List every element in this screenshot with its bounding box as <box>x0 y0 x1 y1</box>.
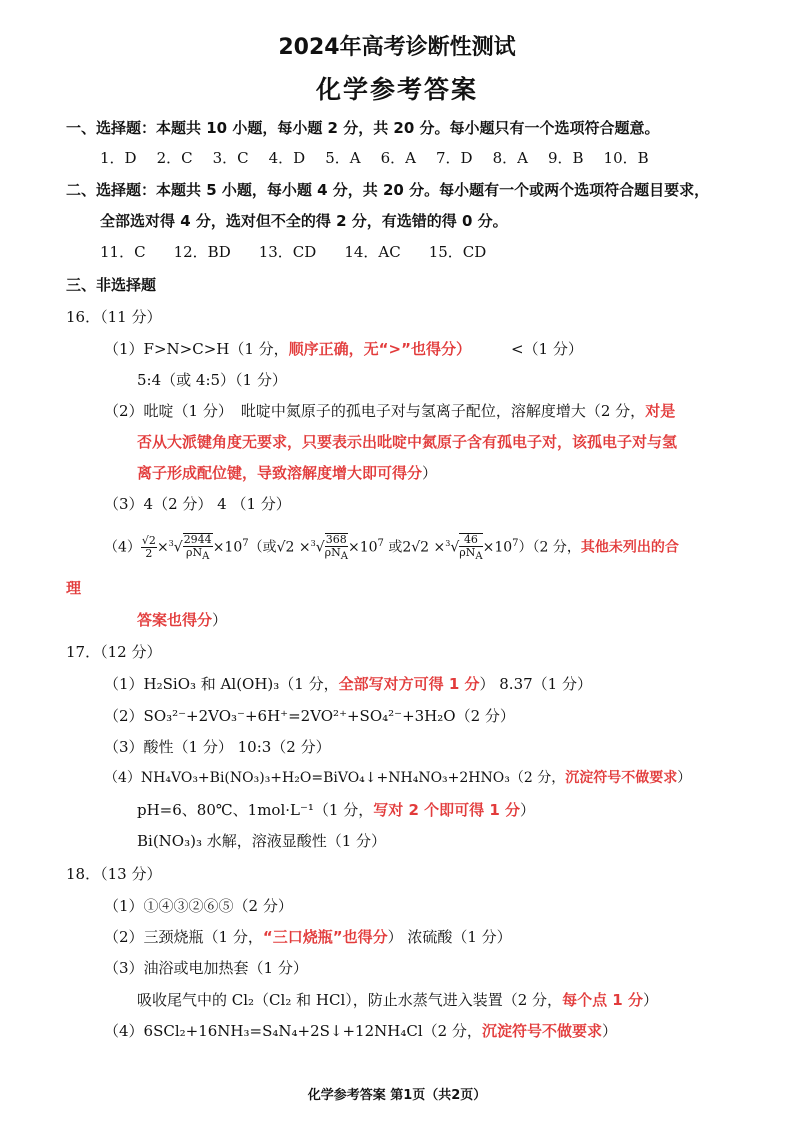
q18-line1: （1）①④③②⑥⑤（2 分） <box>104 897 293 915</box>
fraction-numerator: √2 <box>141 534 156 548</box>
q18-l2-text2: ） 浓硫酸（1 分） <box>387 928 512 946</box>
q16-line7-formula: （4） $\frac{√2}{2}$ ×$^3$√ $\frac{2944}{\rho N_A}$ $\times 10^7$（或√2 ×$^3$√ $\frac{368}{\rho N_A}$ $\times 10^7$ 或2√2 ×$^3$√ $\frac{46}{\rho N_A}$ $\times 10^7)(2$ 分，其他未列出的合 <box>104 532 679 562</box>
fraction-denominator-sub: A <box>340 550 348 562</box>
q17-l1-text2: ） 8.37（1 分） <box>479 675 592 693</box>
q16-l9-note: 答案也得分 <box>137 611 213 629</box>
fraction-denominator-sub: A <box>475 550 483 562</box>
q16-line6: （3）4（2 分） 4 （1 分） <box>104 495 291 513</box>
times-ten: ×10 <box>212 539 243 556</box>
q16-l9-end: ） <box>212 611 228 629</box>
answer-item: 8．A <box>492 149 528 167</box>
q18-l2-note: “三口烧瓶”也得分 <box>262 928 388 946</box>
fraction-2944 <box>183 533 213 563</box>
q17-l5-end: ） <box>520 801 536 819</box>
section2-heading: 二、选择题：本题共 5 小题，每小题 4 分，共 20 分。每小题有一个或两个选项符合题目要求， <box>66 181 710 199</box>
q16-l1-note: 顺序正确，无“>”也得分） <box>288 340 471 358</box>
q17-line6: Bi(NO₃)₃ 水解，溶液显酸性（1 分） <box>137 832 387 850</box>
q17-l4-text: （4）NH₄VO₃+Bi(NO₃)₃+H₂O=BiVO₄↓+NH₄NO₃+2HNO₃（2 分， <box>104 770 566 786</box>
q17-l5-note: 写对 2 个即可得 1 分 <box>373 801 520 819</box>
section2-heading-cont: 全部选对得 4 分，选对但不全的得 2 分，有选错的得 0 分。 <box>100 212 508 230</box>
fraction-numerator: 368 <box>325 532 347 546</box>
fraction-46 <box>459 533 482 563</box>
q17-l1-note: 全部写对方可得 1 分 <box>338 675 480 693</box>
answer-item: 14．AC <box>344 243 401 261</box>
fraction-numerator: 46 <box>459 534 482 547</box>
exponent: 7 <box>242 538 249 549</box>
answer-item: 11．C <box>100 243 146 261</box>
q17-line2: （2）SO₃²⁻+2VO₃⁻+6H⁺=2VO²⁺+SO₄²⁻+3H₂O（2 分） <box>104 707 515 725</box>
q18-line5 <box>104 1021 617 1041</box>
cube-root-icon: √ <box>315 539 325 556</box>
q16-l3-note: 对是 <box>645 402 676 420</box>
q17-l4-note: 沉淀符号不做要求 <box>565 770 678 786</box>
section2-answers <box>100 242 506 262</box>
q16-line3 <box>104 401 675 421</box>
fraction-denominator-sub: A <box>202 550 210 562</box>
answer-item: 6．A <box>380 149 416 167</box>
q17-line4 <box>104 768 691 788</box>
q18-l4-note: 每个点 1 分 <box>562 991 643 1009</box>
q17-l1-text: （1）H₂SiO₃ 和 Al(OH)₃（1 分， <box>104 675 339 693</box>
fraction-denominator: ρN <box>186 545 203 559</box>
answer-item: 7．D <box>436 149 473 167</box>
q16-l1-text: （1）F>N>C>H（1 分， <box>104 340 289 358</box>
times-ten: ×10 <box>482 539 513 556</box>
q17-line1 <box>104 674 592 694</box>
section3-heading: 三、非选择题 <box>66 276 157 294</box>
q18-l5-text: （4）6SCl₂+16NH₃=S₄N₄+2S↓+12NH₄Cl（2 分， <box>104 1022 482 1040</box>
answer-item: 13．CD <box>258 243 317 261</box>
q18-line2 <box>104 927 512 947</box>
times-ten: ×10 <box>347 539 378 556</box>
q18-heading: 18．（13 分） <box>66 865 162 883</box>
q16-l7-score: ）（2 分， <box>518 539 581 556</box>
q16-l1-text2: <（1 分） <box>510 340 583 358</box>
q17-l4-end: ） <box>677 770 692 786</box>
exponent: 7 <box>512 538 519 549</box>
answer-item: 5．A <box>325 149 361 167</box>
fraction-denominator: 2 <box>145 547 153 561</box>
q17-line5 <box>137 800 535 820</box>
section1-heading: 一、选择题：本题共 10 小题，每小题 2 分，共 20 分。每小题只有一个选项符合题意。 <box>66 119 660 137</box>
answer-item: 9．B <box>547 149 584 167</box>
fraction-368 <box>325 533 348 563</box>
q18-line3: （3）油浴或电加热套（1 分） <box>104 959 308 977</box>
page-footer: 化学参考答案 第1页（共2页） <box>307 1088 487 1103</box>
answer-item: 2．C <box>156 149 193 167</box>
page-title: 2024年高考诊断性测试 <box>278 35 516 60</box>
q16-heading: 16．（11 分） <box>66 308 162 326</box>
q18-l4-text: 吸收尾气中的 Cl₂（Cl₂ 和 HCl），防止水蒸气进入装置（2 分， <box>137 991 563 1009</box>
q16-line9 <box>137 610 227 630</box>
q17-line3: （3）酸性（1 分） 10:3（2 分） <box>104 738 331 756</box>
fraction-numerator: 2944 <box>183 532 212 546</box>
cube-root-icon: √ <box>173 539 183 556</box>
answer-item: 1．D <box>100 149 137 167</box>
q18-l2-text: （2）三颈烧瓶（1 分， <box>104 928 263 946</box>
q18-l5-note: 沉淀符号不做要求 <box>481 1022 602 1040</box>
q16-l5-note: 离子形成配位键，导致溶解度增大即可得分 <box>137 464 423 482</box>
times-sign: × <box>156 539 169 556</box>
q18-l4-end: ） <box>642 991 658 1009</box>
q16-l7-alt1: （或√2 × <box>248 539 311 556</box>
exponent: 7 <box>377 538 384 549</box>
fraction-sqrt2-over-2 <box>141 535 157 560</box>
q16-line2: 5:4（或 4:5）（1 分） <box>137 371 287 389</box>
cube-root-icon: √ <box>450 539 460 556</box>
q16-line5 <box>137 463 437 483</box>
q16-l5-end: ） <box>422 464 438 482</box>
fraction-denominator: ρN <box>324 545 341 559</box>
answer-item: 12．BD <box>173 243 231 261</box>
answer-item: 3．C <box>212 149 249 167</box>
q16-l7-note: 其他未列出的合 <box>580 539 679 556</box>
page-subtitle: 化学参考答案 <box>315 75 478 104</box>
q16-l3-text2: 吡啶中氮原子的孤电子对与氢离子配位，溶解度增大（2 分， <box>240 402 646 420</box>
q16-l3-text: （2）吡啶（1 分） <box>104 402 233 420</box>
answer-item: 15．CD <box>428 243 487 261</box>
answer-item: 4．D <box>268 149 306 167</box>
q16-line1 <box>104 339 583 359</box>
q18-line4 <box>137 990 658 1010</box>
q16-line8-note: 理 <box>66 579 82 597</box>
q16-l7-label: （4） <box>104 539 141 556</box>
q16-line4-note: 否从大派键角度无要求，只要表示出吡啶中氮原子含有孤电子对，该孤电子对与氢 <box>137 433 678 451</box>
q17-l5-text: pH=6、80℃、1mol·L⁻¹（1 分， <box>137 801 374 819</box>
q18-l5-end: ） <box>601 1022 617 1040</box>
fraction-denominator: ρN <box>459 545 476 559</box>
q16-l7-alt2: 或2√2 × <box>383 539 446 556</box>
answer-item: 10．B <box>603 149 649 167</box>
q17-heading: 17．（12 分） <box>66 643 162 661</box>
section1-answers <box>100 148 669 168</box>
